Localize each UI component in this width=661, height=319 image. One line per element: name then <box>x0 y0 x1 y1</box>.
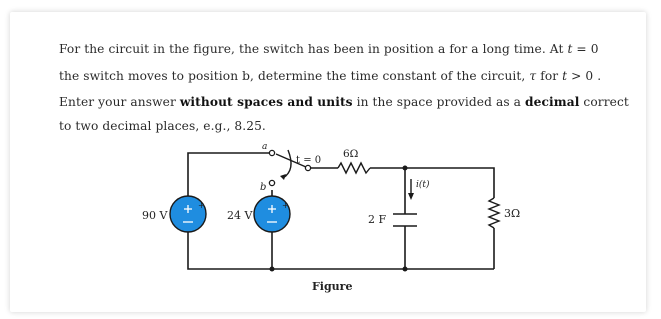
question-line-1: For the circuit in the figure, the switch has been in position a for a long time. At t = 0 <box>59 42 599 56</box>
resistor-3ohm <box>489 198 499 228</box>
label-24v: 24 V <box>227 209 253 222</box>
question-line-2: the switch moves to position b, determine the time constant of the circuit, τ for t > 0 . <box>59 69 602 83</box>
label-a: a <box>262 142 268 152</box>
label-b: b <box>260 182 267 193</box>
label-6ohm: 6Ω <box>343 148 359 160</box>
switch-pivot <box>305 165 310 170</box>
current-arrow <box>408 179 414 200</box>
plus-sign-90v: + <box>198 201 205 210</box>
figure-caption: Figure <box>312 280 353 293</box>
capacitor <box>393 214 417 226</box>
label-switch-time: t = 0 <box>296 155 322 166</box>
switch-arc <box>283 150 291 178</box>
question-line-3: Enter your answer without spaces and units in the space provided as a decimal correct <box>59 95 629 109</box>
resistor-6ohm <box>338 163 370 173</box>
switch-terminal-a <box>269 150 274 155</box>
switch-terminal-b <box>269 180 274 185</box>
label-3ohm: 3Ω <box>504 207 521 220</box>
plus-sign-24v: + <box>282 201 289 210</box>
label-90v: 90 V <box>142 209 168 222</box>
label-current: i(t) <box>416 180 430 190</box>
label-2f: 2 F <box>368 213 387 226</box>
question-line-4: to two decimal places, e.g., 8.25. <box>59 119 266 133</box>
